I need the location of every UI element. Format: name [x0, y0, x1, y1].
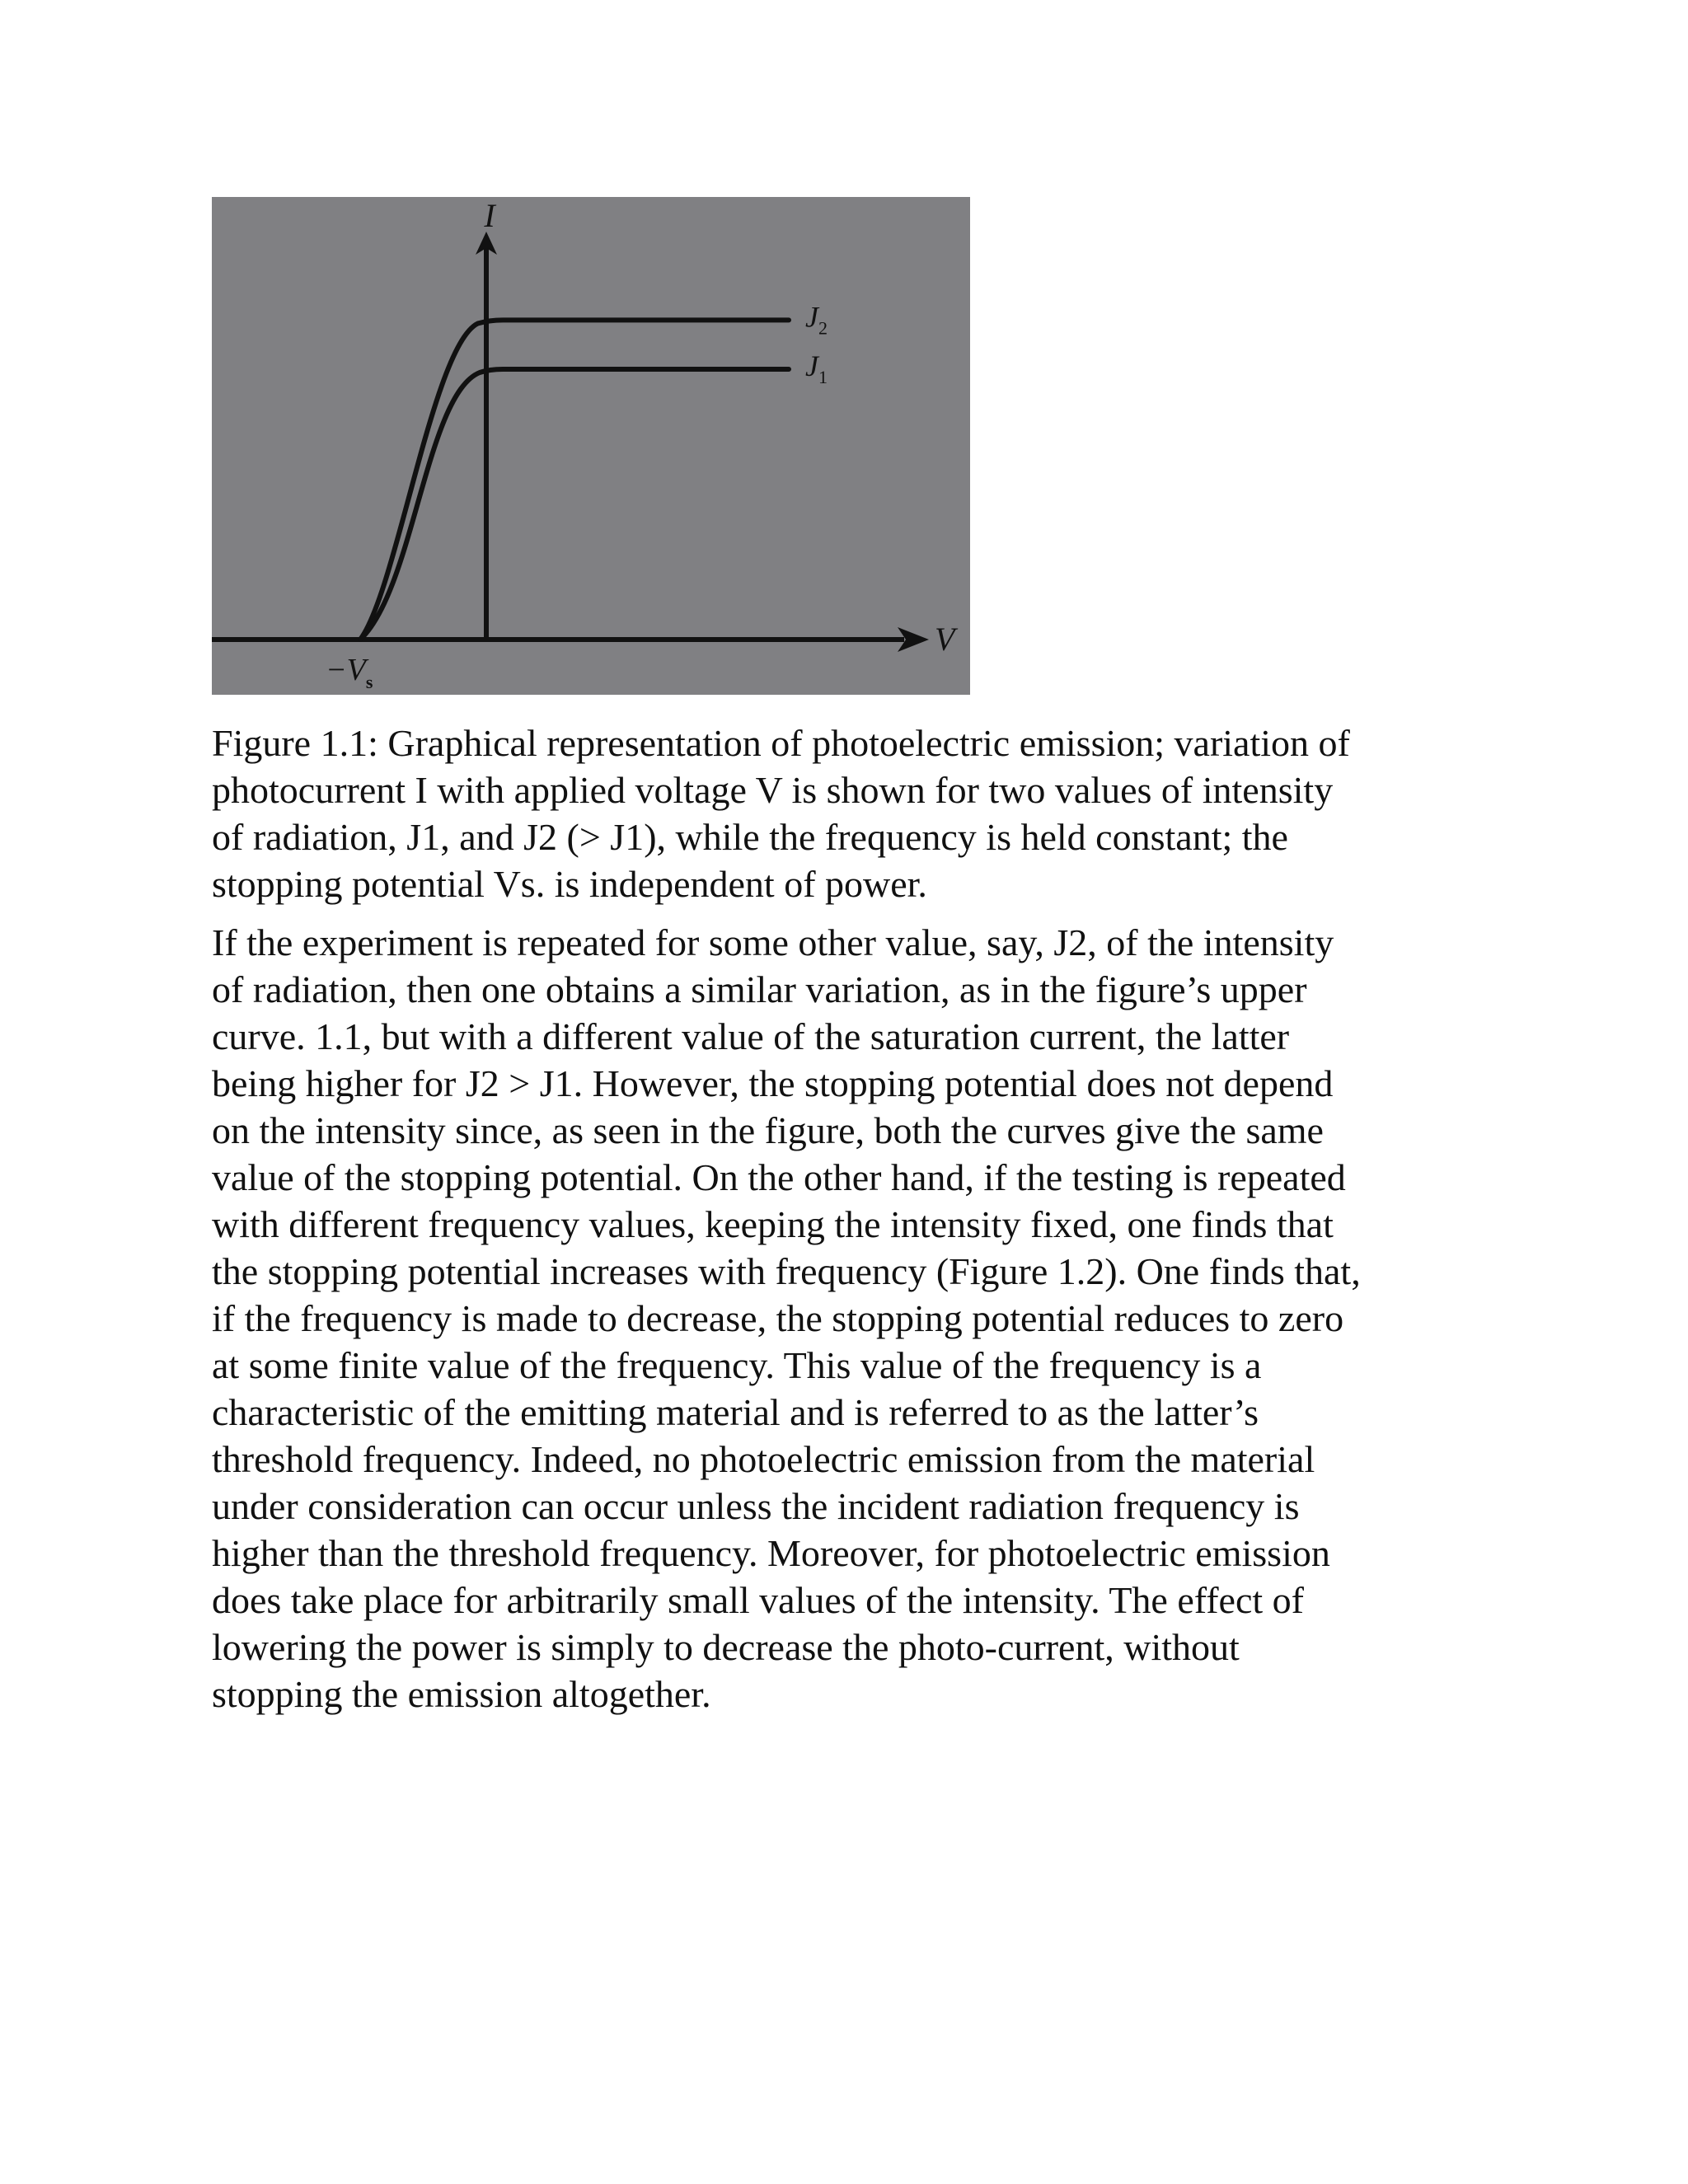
series-label-j2	[805, 300, 828, 338]
stopping-potential-subscript: s	[365, 672, 373, 692]
photoelectric-figure	[212, 197, 970, 695]
series-group	[360, 320, 789, 640]
iv-chart	[212, 197, 970, 695]
series-label-j2-subscript: 2	[818, 317, 828, 339]
series-label-j1-main: J	[805, 349, 818, 382]
y-axis-label: I	[484, 197, 495, 234]
body-paragraph: If the experiment is repeated for some other value, say, J2, of the intensity of radiation, then one obtains a similar variation, as in the figure’s upper curve. 1.1, but with a different value of the saturation current, the latter being higher for J2 > J1. However, the stopping potential does not depend on the intensity since, as seen in the figure, both the curves give the same value of the stopping potential. On the other hand, if the testing is repeated with different frequency values, keeping the intensity fixed, one finds that the stopping potential increases with frequency (Figure 1.2). One finds that, if the frequency is made to decrease, the stopping potential reduces to zero at some finite value of the frequency. This value of the frequency is a characteristic of the emitting material and is referred to as the latter’s threshold frequency. Indeed, no photoelectric emission from the material under consideration can occur unless the incident radiation frequency is higher than the threshold frequency. Moreover, for photoelectric emission does take place for arbitrarily small values of the intensity. The effect of lowering the power is simply to decrease the photo-current, without stopping the emission altogether.	[212, 921, 1361, 1715]
series-curve-j1	[360, 369, 789, 640]
series-label-j2-main: J	[805, 300, 818, 334]
stopping-potential-label	[326, 653, 373, 692]
figure-caption: Figure 1.1: Graphical representation of photoelectric emission; variation of photocurrent I with applied voltage V is shown for two values of intensity of radiation, J1, and J2 (> J1), while the frequency is held constant; the stopping potential Vs. is independent of power.	[212, 722, 1350, 905]
series-label-j1-subscript: 1	[818, 366, 828, 387]
stopping-potential-main: −V	[326, 653, 366, 687]
x-axis-label: V	[935, 621, 955, 658]
series-label-j1	[805, 349, 828, 387]
